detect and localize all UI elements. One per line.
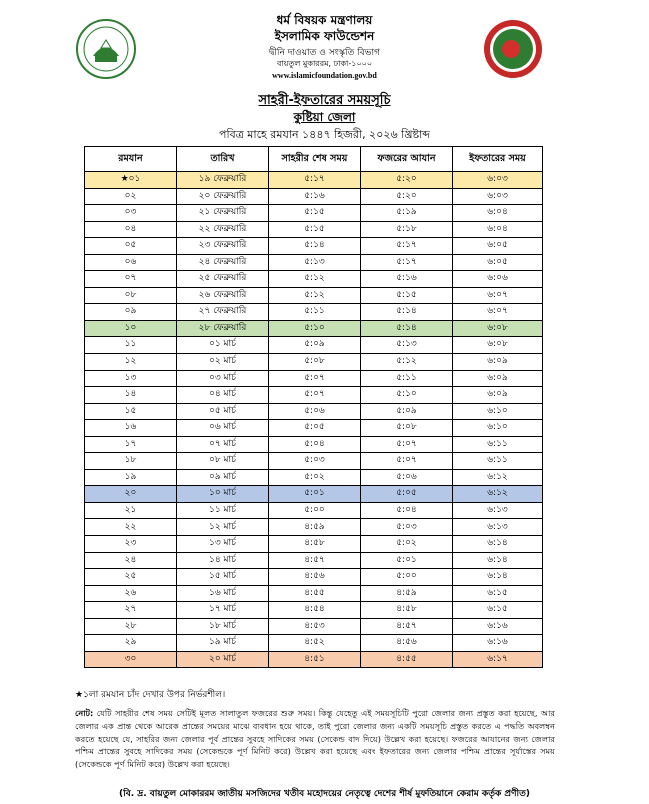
iftar-time: ৬:১১ — [453, 453, 543, 470]
date: ১২ মার্চ — [177, 519, 269, 536]
iftar-time: ৬:১২ — [453, 469, 543, 486]
date: ০৪ মার্চ — [177, 387, 269, 404]
iftar-time: ৬:০৮ — [453, 337, 543, 354]
ramadan-day: ০৯ — [85, 304, 177, 321]
ramadan-day: ১৩ — [85, 370, 177, 387]
sehri-end: ৪:৫৯ — [269, 519, 361, 536]
fajr-azan: ৫:১৭ — [361, 254, 453, 271]
iftar-time: ৬:০৫ — [453, 254, 543, 271]
ramadan-day: ১৮ — [85, 453, 177, 470]
fajr-azan: ৫:২০ — [361, 188, 453, 205]
ramadan-day: ০৫ — [85, 238, 177, 255]
col-iftar: ইফতারের সময় — [453, 147, 543, 172]
sehri-end: ৫:০৭ — [269, 370, 361, 387]
ramadan-day: ৩০ — [85, 651, 177, 668]
table-row — [85, 651, 543, 668]
date: ২৭ ফেব্রুয়ারি — [177, 304, 269, 321]
fajr-azan: ৪:৫৫ — [361, 651, 453, 668]
sehri-end: ৪:৫১ — [269, 651, 361, 668]
sehri-end: ৫:০৬ — [269, 403, 361, 420]
ramadan-day: ২৩ — [85, 536, 177, 553]
table-row — [85, 519, 543, 536]
schedule-table — [84, 146, 543, 668]
note-label: নোট: — [75, 708, 94, 718]
sehri-end: ৫:০২ — [269, 469, 361, 486]
ramadan-day: ২৪ — [85, 552, 177, 569]
fajr-azan: ৫:০৬ — [361, 469, 453, 486]
iftar-time: ৬:১৪ — [453, 552, 543, 569]
credit-line: (বি. দ্র. বায়তুল মোকাররম জাতীয় মসজিদের খতীব মহোদয়ের নেতৃত্বে দেশের শীর্ষ মুফতিয়ানে কেরাম কর্তৃক প্রণীত) — [119, 789, 530, 799]
ramadan-day: ২০ — [85, 486, 177, 503]
table-row — [85, 436, 543, 453]
date: ০১ মার্চ — [177, 337, 269, 354]
date: ১৭ মার্চ — [177, 602, 269, 619]
table-row — [85, 320, 543, 337]
table-row — [85, 271, 543, 288]
sehri-end: ৫:১৭ — [269, 172, 361, 189]
sehri-end: ৫:০৯ — [269, 337, 361, 354]
ramadan-day: ১৭ — [85, 436, 177, 453]
date: ২২ ফেব্রুয়ারি — [177, 221, 269, 238]
table-row — [85, 536, 543, 553]
ramadan-day: ★০১ — [85, 172, 177, 189]
iftar-time: ৬:০৭ — [453, 304, 543, 321]
fajr-azan: ৫:০৭ — [361, 453, 453, 470]
fajr-azan: ৫:১৯ — [361, 205, 453, 222]
sehri-end: ৫:১০ — [269, 320, 361, 337]
table-row — [85, 205, 543, 222]
moon-sighting-footnote: ★১লা রমযান চাঁদ দেখার উপর নির্ভরশীল। — [75, 690, 226, 700]
department-name: দ্বীনি দাওয়াত ও সংস্কৃতি বিভাগ — [269, 48, 380, 58]
ramadan-day: ০৬ — [85, 254, 177, 271]
sehri-end: ৫:১২ — [269, 287, 361, 304]
sehri-end: ৪:৫৫ — [269, 585, 361, 602]
fajr-azan: ৫:১৬ — [361, 271, 453, 288]
sehri-end: ৫:১৬ — [269, 188, 361, 205]
iftar-time: ৬:১০ — [453, 403, 543, 420]
fajr-azan: ৫:১৭ — [361, 238, 453, 255]
ramadan-day: ২১ — [85, 502, 177, 519]
sehri-end: ৪:৫৪ — [269, 602, 361, 619]
date: ২০ ফেব্রুয়ারি — [177, 188, 269, 205]
table-row — [85, 469, 543, 486]
ramadan-day: ১৫ — [85, 403, 177, 420]
note-paragraph — [75, 707, 555, 771]
schedule-title: সাহরী-ইফতারের সময়সূচি — [258, 93, 391, 108]
date: ০৩ মার্চ — [177, 370, 269, 387]
iftar-time: ৬:১৪ — [453, 569, 543, 586]
iftar-time: ৬:১৬ — [453, 618, 543, 635]
table-row — [85, 569, 543, 586]
sehri-end: ৫:০৫ — [269, 420, 361, 437]
ministry-name: ধর্ম বিষয়ক মন্ত্রণালয় — [276, 13, 373, 27]
col-sehri-end: সাহরীর শেষ সময় — [269, 147, 361, 172]
fajr-azan: ৪:৫৭ — [361, 618, 453, 635]
table-row — [85, 618, 543, 635]
fajr-azan: ৫:০০ — [361, 569, 453, 586]
ramadan-day: ১২ — [85, 354, 177, 371]
table-row — [85, 502, 543, 519]
date: ০৫ মার্চ — [177, 403, 269, 420]
sehri-end: ৪:৫৩ — [269, 618, 361, 635]
date: ০৭ মার্চ — [177, 436, 269, 453]
table-row — [85, 420, 543, 437]
sehri-end: ৪:৫২ — [269, 635, 361, 652]
table-row — [85, 552, 543, 569]
fajr-azan: ৫:১৪ — [361, 304, 453, 321]
iftar-time: ৬:১৬ — [453, 635, 543, 652]
sehri-end: ৪:৫৭ — [269, 552, 361, 569]
fajr-azan: ৪:৫৮ — [361, 602, 453, 619]
ramadan-day: ০৩ — [85, 205, 177, 222]
iftar-time: ৬:১০ — [453, 420, 543, 437]
date: ১৫ মার্চ — [177, 569, 269, 586]
table-row — [85, 453, 543, 470]
date: ১৬ মার্চ — [177, 585, 269, 602]
col-ramadan: রমযান — [85, 147, 177, 172]
fajr-azan: ৫:০২ — [361, 536, 453, 553]
table-header-row — [85, 147, 543, 172]
iftar-time: ৬:১৫ — [453, 602, 543, 619]
iftar-time: ৬:০৯ — [453, 370, 543, 387]
table-row — [85, 635, 543, 652]
date: ০২ মার্চ — [177, 354, 269, 371]
fajr-azan: ৫:০১ — [361, 552, 453, 569]
ramadan-day: ০৮ — [85, 287, 177, 304]
table-row — [85, 172, 543, 189]
table-row — [85, 188, 543, 205]
date: ০৬ মার্চ — [177, 420, 269, 437]
ramadan-day: ২৬ — [85, 585, 177, 602]
date: ২৪ ফেব্রুয়ারি — [177, 254, 269, 271]
ramadan-day: ০৭ — [85, 271, 177, 288]
col-date: তারিখ — [177, 147, 269, 172]
fajr-azan: ৫:০৯ — [361, 403, 453, 420]
table-row — [85, 337, 543, 354]
fajr-azan: ৫:০৩ — [361, 519, 453, 536]
iftar-time: ৬:০৩ — [453, 188, 543, 205]
iftar-time: ৬:০৪ — [453, 221, 543, 238]
sehri-end: ৫:০৪ — [269, 436, 361, 453]
website: www.islamicfoundation.gov.bd — [272, 71, 377, 80]
sehri-end: ৫:১৪ — [269, 238, 361, 255]
ramadan-day: ০২ — [85, 188, 177, 205]
fajr-azan: ৫:২০ — [361, 172, 453, 189]
date: ১৯ মার্চ — [177, 635, 269, 652]
ramadan-day: ২৭ — [85, 602, 177, 619]
table-row — [85, 585, 543, 602]
ramadan-day: ২৫ — [85, 569, 177, 586]
fajr-azan: ৫:১৮ — [361, 221, 453, 238]
date: ১৪ মার্চ — [177, 552, 269, 569]
iftar-time: ৬:১৩ — [453, 502, 543, 519]
sehri-end: ৫:১৩ — [269, 254, 361, 271]
fajr-azan: ৫:১৫ — [361, 287, 453, 304]
note-text: যেটি সাহরীর শেষ সময় সেটিই মূলত সালাতুল ফজরের শুরু সময়। কিন্তু যেহেতু এই সময়সূচিটি পুরো জেলার জন্য প্রস্তুত করা হয়েছে, আর জেলার এক প্রান্ত থেকে আরেক প্রান্তের সময়ের মাঝে ব্যবধান হয়ে থাকে, তাই পুরো জেলার জন্য একটি সময়সূচি প্রস্তুত করতে এ পদ্ধতি অবলম্বন করতে হয়েছে যে, সাহরির জন্য জেলার পূর্ব প্রান্তের সুবহে সাদিকের সময় (সেকেন্ড বাদ দিয়ে) উল্লেখ করা হয়েছে। ফজরের আযানের জন্য জেলার পশ্চিম প্রান্তের সুবহে সাদিকের সময় (সেকেন্ডকে পূর্ণ মিনিট করে) উল্লেখ করা হয়েছে এবং ইফতারের জন্য জেলার পশ্চিম প্রান্তের সূর্যাস্তের সময় (সেকেন্ডকে পূর্ণ মিনিট করে) উল্লেখ করা হয়েছে। — [75, 708, 555, 770]
ramadan-day: ১৪ — [85, 387, 177, 404]
fajr-azan: ৫:০৭ — [361, 436, 453, 453]
fajr-azan: ৫:১৪ — [361, 320, 453, 337]
sehri-end: ৪:৫৬ — [269, 569, 361, 586]
ramadan-day: ২৯ — [85, 635, 177, 652]
iftar-time: ৬:১৩ — [453, 519, 543, 536]
date: ২৩ ফেব্রুয়ারি — [177, 238, 269, 255]
date: ১৩ মার্চ — [177, 536, 269, 553]
table-row — [85, 387, 543, 404]
schedule-subtitle: পবিত্র মাহে রমযান ১৪৪৭ হিজরী, ২০২৬ খ্রিষ্টাব্দ — [218, 128, 431, 141]
iftar-time: ৬:০৩ — [453, 172, 543, 189]
date: ১৯ ফেব্রুয়ারি — [177, 172, 269, 189]
iftar-time: ৬:০৭ — [453, 287, 543, 304]
iftar-time: ৬:১৪ — [453, 536, 543, 553]
date: ২১ ফেব্রুয়ারি — [177, 205, 269, 222]
iftar-time: ৬:০৮ — [453, 320, 543, 337]
sehri-end: ৫:০৭ — [269, 387, 361, 404]
date: ১০ মার্চ — [177, 486, 269, 503]
sehri-end: ৫:১৫ — [269, 221, 361, 238]
date: ২৮ ফেব্রুয়ারি — [177, 320, 269, 337]
date: ১১ মার্চ — [177, 502, 269, 519]
table-row — [85, 238, 543, 255]
iftar-time: ৬:০৯ — [453, 354, 543, 371]
fajr-azan: ৫:১৩ — [361, 337, 453, 354]
fajr-azan: ৫:১২ — [361, 354, 453, 371]
sehri-end: ৫:১১ — [269, 304, 361, 321]
sehri-end: ৫:০১ — [269, 486, 361, 503]
ramadan-day: ১১ — [85, 337, 177, 354]
date: ২৫ ফেব্রুয়ারি — [177, 271, 269, 288]
table-row — [85, 354, 543, 371]
ramadan-day: ২২ — [85, 519, 177, 536]
sehri-end: ৫:০০ — [269, 502, 361, 519]
iftar-time: ৬:০৫ — [453, 238, 543, 255]
table-row — [85, 403, 543, 420]
date: ০৯ মার্চ — [177, 469, 269, 486]
address: বায়তুল মুকাররম, ঢাকা-১০০০ — [276, 59, 373, 68]
iftar-time: ৬:১১ — [453, 436, 543, 453]
iftar-time: ৬:১২ — [453, 486, 543, 503]
date: ২৬ ফেব্রুয়ারি — [177, 287, 269, 304]
fajr-azan: ৫:১০ — [361, 387, 453, 404]
foundation-name: ইসলামিক ফাউন্ডেশন — [274, 29, 375, 43]
col-fajr-azan: ফজরের আযান — [361, 147, 453, 172]
ramadan-day: ১৯ — [85, 469, 177, 486]
table-row — [85, 304, 543, 321]
fajr-azan: ৫:০৫ — [361, 486, 453, 503]
sehri-end: ৫:১২ — [269, 271, 361, 288]
table-row — [85, 370, 543, 387]
table-row — [85, 602, 543, 619]
fajr-azan: ৫:০৮ — [361, 420, 453, 437]
ramadan-day: ১৬ — [85, 420, 177, 437]
date: ০৮ মার্চ — [177, 453, 269, 470]
table-row — [85, 254, 543, 271]
iftar-time: ৬:১৭ — [453, 651, 543, 668]
table-row — [85, 287, 543, 304]
sehri-end: ৫:১৫ — [269, 205, 361, 222]
fajr-azan: ৪:৫৯ — [361, 585, 453, 602]
iftar-time: ৬:০৬ — [453, 271, 543, 288]
table-row — [85, 486, 543, 503]
ramadan-day: ১০ — [85, 320, 177, 337]
ramadan-day: ২৮ — [85, 618, 177, 635]
fajr-azan: ৫:০৪ — [361, 502, 453, 519]
sehri-end: ৫:০৩ — [269, 453, 361, 470]
iftar-time: ৬:০৯ — [453, 387, 543, 404]
iftar-time: ৬:০৪ — [453, 205, 543, 222]
date: ১৮ মার্চ — [177, 618, 269, 635]
sehri-end: ৪:৫৮ — [269, 536, 361, 553]
sehri-end: ৫:০৮ — [269, 354, 361, 371]
ramadan-day: ০৪ — [85, 221, 177, 238]
district-title: কুষ্টিয়া জেলা — [293, 110, 356, 124]
table-row — [85, 221, 543, 238]
fajr-azan: ৪:৫৬ — [361, 635, 453, 652]
iftar-time: ৬:১৫ — [453, 585, 543, 602]
fajr-azan: ৫:১১ — [361, 370, 453, 387]
date: ২০ মার্চ — [177, 651, 269, 668]
